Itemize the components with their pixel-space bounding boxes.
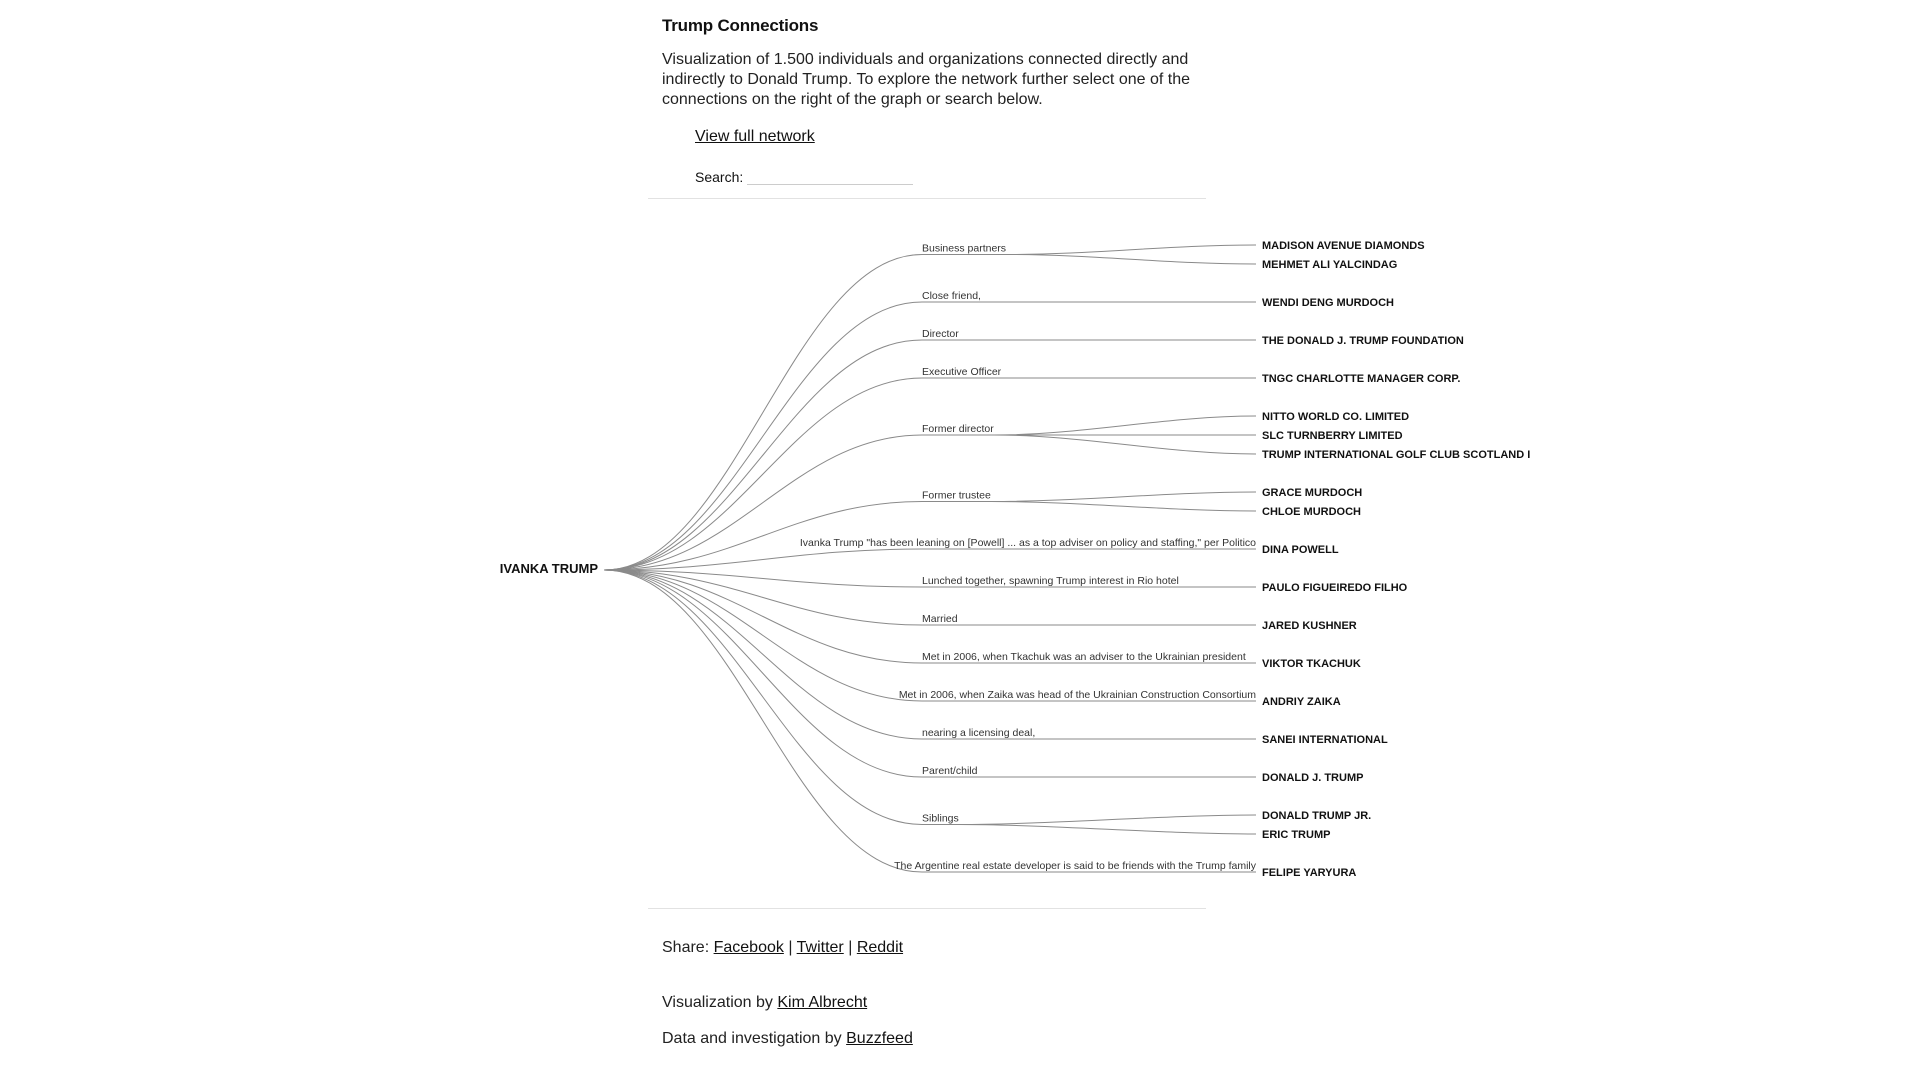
relationship-label: Business partners (922, 242, 1007, 255)
target-node-label[interactable]: ANDRIY ZAIKA (1262, 696, 1341, 708)
target-node-label[interactable]: DINA POWELL (1262, 544, 1339, 556)
relationship-label: Met in 2006, when Tkachuk was an adviser to the Ukrainian president (922, 651, 1246, 663)
connection-link (604, 570, 922, 701)
relationship-label: The Argentine real estate developer is said to be friends with the Trump family (894, 860, 1256, 872)
relationship-label: nearing a licensing deal, (922, 727, 1036, 739)
page-title: Trump Connections (662, 16, 819, 35)
relationship-label: Lunched together, spawning Trump interest in Rio hotel (922, 575, 1179, 587)
target-node-label[interactable]: CHLOE MURDOCH (1262, 506, 1361, 518)
data-credit (662, 1030, 913, 1048)
reddit-link[interactable]: Reddit (856, 939, 904, 956)
connection-link (604, 570, 922, 739)
target-node-label[interactable]: ERIC TRUMP (1262, 829, 1331, 841)
relationship-label: Former trustee (922, 489, 991, 502)
target-node-label[interactable]: FELIPE YARYURA (1262, 867, 1357, 879)
relationship-label: Executive Officer (922, 366, 1002, 378)
buzzfeed-link[interactable]: Buzzfeed (846, 1030, 913, 1047)
target-node-label[interactable]: SANEI INTERNATIONAL (1262, 734, 1388, 746)
relationship-label: Met in 2006, when Zaika was head of the Ukrainian Construction Consortium (898, 689, 1256, 701)
target-node-label[interactable]: TNGC CHARLOTTE MANAGER CORP. (1262, 373, 1461, 385)
target-node-label[interactable]: MADISON AVENUE DIAMONDS (1262, 240, 1425, 252)
target-node-label[interactable]: THE DONALD J. TRUMP FOUNDATION (1262, 335, 1464, 347)
target-node-label[interactable]: PAULO FIGUEIREDO FILHO (1262, 582, 1408, 594)
connection-link (604, 570, 922, 872)
branch-link (922, 825, 1256, 835)
connection-link (604, 302, 922, 570)
relationship-label: Married (922, 613, 958, 625)
share-separator: | (788, 939, 793, 956)
bottom-divider (648, 908, 1206, 909)
target-node-label[interactable]: TRUMP INTERNATIONAL GOLF CLUB SCOTLAND I (1262, 449, 1531, 461)
target-node-label[interactable]: WENDI DENG MURDOCH (1262, 297, 1394, 309)
view-full-network-link[interactable]: View full network (695, 128, 815, 145)
target-node-label[interactable]: NITTO WORLD CO. LIMITED (1262, 411, 1410, 423)
target-node-label[interactable]: MEHMET ALI YALCINDAG (1262, 259, 1398, 271)
branch-link (922, 812, 1256, 825)
connection-link (604, 570, 922, 777)
target-node-label[interactable]: DONALD J. TRUMP (1262, 772, 1364, 784)
target-node-label[interactable]: SLC TURNBERRY LIMITED (1262, 430, 1403, 442)
branch-link (922, 435, 1256, 454)
branch-link (922, 255, 1256, 265)
target-node-label[interactable]: GRACE MURDOCH (1262, 487, 1363, 499)
relationship-label: Director (922, 328, 959, 340)
viz-credit-prefix: Visualization by (662, 994, 773, 1011)
relationship-label: Ivanka Trump "has been leaning on [Powell] ... as a top adviser on policy and staffing," per Politico (799, 537, 1256, 549)
branch-link (922, 502, 1256, 512)
relationship-label: Siblings (922, 812, 959, 825)
facebook-link[interactable]: Facebook (713, 939, 784, 956)
viz-credit (662, 994, 867, 1012)
connection-link (604, 255, 922, 571)
connection-link (604, 570, 922, 825)
kim-albrecht-link[interactable]: Kim Albrecht (777, 994, 868, 1011)
share-label: Share: (662, 939, 710, 956)
search-label: Search: (695, 169, 744, 185)
share-row (662, 939, 903, 957)
share-separator: | (848, 939, 853, 956)
source-node-label[interactable]: IVANKA TRUMP (499, 561, 598, 576)
target-node-label[interactable]: VIKTOR TKACHUK (1262, 658, 1361, 670)
page-description: Visualization of 1.500 individuals and organizations connected directly and indirectly to Donald Trump. To explore the network further select one of the connections on the right of the graph or search below. (662, 51, 1190, 108)
relationship-label: Former director (922, 423, 994, 435)
target-node-label[interactable]: JARED KUSHNER (1262, 620, 1357, 632)
relationship-label: Parent/child (922, 765, 978, 777)
target-node-label[interactable]: DONALD TRUMP JR. (1262, 810, 1372, 822)
twitter-link[interactable]: Twitter (796, 939, 844, 956)
data-credit-prefix: Data and investigation by (662, 1030, 842, 1047)
relationship-label: Close friend, (922, 290, 981, 302)
